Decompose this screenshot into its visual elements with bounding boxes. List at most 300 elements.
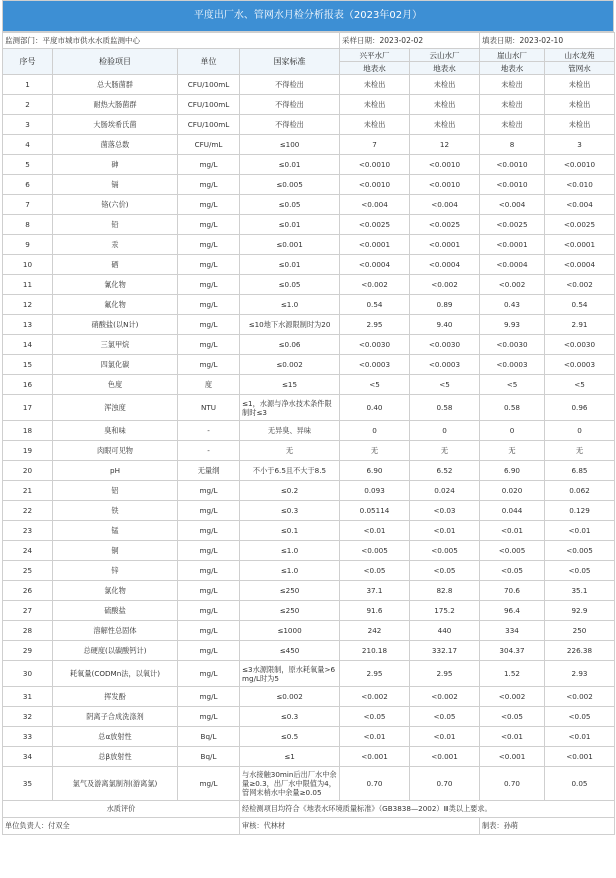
row-no: 14 — [3, 335, 53, 355]
row-value-site-2: 未检出 — [410, 75, 480, 95]
fill-date: 填表日期：2023-02-10 — [480, 33, 615, 49]
table-row — [3, 155, 615, 175]
row-standard: 不得检出 — [240, 115, 340, 135]
row-value-site-1: 0.093 — [340, 481, 410, 501]
row-value-site-4: 0.062 — [545, 481, 615, 501]
table-row — [3, 255, 615, 275]
row-item: 肉眼可见物 — [53, 441, 178, 461]
row-value-site-2: 82.8 — [410, 581, 480, 601]
row-value-site-2: 440 — [410, 621, 480, 641]
row-unit: CFU/mL — [178, 135, 240, 155]
row-item: 色度 — [53, 375, 178, 395]
table-row — [3, 501, 615, 521]
row-unit: mg/L — [178, 315, 240, 335]
row-value-site-3: 未检出 — [480, 115, 545, 135]
row-standard: ≤0.3 — [240, 501, 340, 521]
table-row — [3, 541, 615, 561]
row-value-site-4: <0.0001 — [545, 235, 615, 255]
row-no: 32 — [3, 707, 53, 727]
row-value-site-3: 334 — [480, 621, 545, 641]
row-item: 浑浊度 — [53, 395, 178, 421]
row-unit: Bq/L — [178, 747, 240, 767]
row-value-site-3: <0.0025 — [480, 215, 545, 235]
row-value-site-3: <0.05 — [480, 707, 545, 727]
header-site-2: 云山水厂 — [410, 49, 480, 62]
row-value-site-3: <0.004 — [480, 195, 545, 215]
footer-reviewer: 审核：代林材 — [240, 818, 480, 835]
row-value-site-2: 0.58 — [410, 395, 480, 421]
row-value-site-3: <0.01 — [480, 727, 545, 747]
row-standard: ≤0.001 — [240, 235, 340, 255]
table-row — [3, 335, 615, 355]
row-value-site-4: 未检出 — [545, 95, 615, 115]
row-item: 溶解性总固体 — [53, 621, 178, 641]
row-standard: ≤1.0 — [240, 541, 340, 561]
row-value-site-1: 0.40 — [340, 395, 410, 421]
row-value-site-1: 37.1 — [340, 581, 410, 601]
row-value-site-1: <0.0025 — [340, 215, 410, 235]
table-row — [3, 641, 615, 661]
row-standard: ≤0.1 — [240, 521, 340, 541]
row-value-site-4: 35.1 — [545, 581, 615, 601]
table-row — [3, 707, 615, 727]
header-type-3: 地表水 — [480, 62, 545, 75]
row-item: 四氯化碳 — [53, 355, 178, 375]
row-value-site-1: <0.002 — [340, 687, 410, 707]
row-value-site-4: 2.93 — [545, 661, 615, 687]
row-standard: ≤0.2 — [240, 481, 340, 501]
row-no: 2 — [3, 95, 53, 115]
row-value-site-1: 210.18 — [340, 641, 410, 661]
row-value-site-4: <0.002 — [545, 687, 615, 707]
row-unit: mg/L — [178, 581, 240, 601]
row-value-site-4: <0.004 — [545, 195, 615, 215]
row-value-site-2: <0.03 — [410, 501, 480, 521]
report-title: 平度出厂水、管网水月检分析报表（2023年02月） — [2, 0, 614, 32]
row-item: 阴离子合成洗涤剂 — [53, 707, 178, 727]
row-value-site-2: <0.0010 — [410, 175, 480, 195]
row-item: 菌落总数 — [53, 135, 178, 155]
row-unit: 无量纲 — [178, 461, 240, 481]
row-value-site-3: <0.002 — [480, 687, 545, 707]
row-value-site-1: <0.0001 — [340, 235, 410, 255]
row-unit: CFU/100mL — [178, 115, 240, 135]
row-unit: mg/L — [178, 235, 240, 255]
row-unit: - — [178, 441, 240, 461]
row-value-site-2: <0.01 — [410, 521, 480, 541]
row-value-site-1: <0.0003 — [340, 355, 410, 375]
row-value-site-1: 2.95 — [340, 661, 410, 687]
row-item: 总硬度(以碳酸钙计) — [53, 641, 178, 661]
row-standard: 不小于6.5且不大于8.5 — [240, 461, 340, 481]
row-value-site-4: <0.0025 — [545, 215, 615, 235]
row-item: 锌 — [53, 561, 178, 581]
row-value-site-3: <0.01 — [480, 521, 545, 541]
row-standard: ≤1.0 — [240, 295, 340, 315]
row-value-site-3: <0.05 — [480, 561, 545, 581]
table-row — [3, 95, 615, 115]
row-item: 氯化物 — [53, 581, 178, 601]
row-value-site-2: <0.01 — [410, 727, 480, 747]
table-row — [3, 661, 615, 687]
row-no: 29 — [3, 641, 53, 661]
header-standard: 国家标准 — [240, 49, 340, 75]
row-value-site-1: 7 — [340, 135, 410, 155]
row-no: 34 — [3, 747, 53, 767]
row-unit: mg/L — [178, 215, 240, 235]
row-item: 铬(六价) — [53, 195, 178, 215]
table-row — [3, 561, 615, 581]
row-value-site-2: 12 — [410, 135, 480, 155]
row-unit: Bq/L — [178, 727, 240, 747]
row-value-site-2: 0 — [410, 421, 480, 441]
row-value-site-1: <0.002 — [340, 275, 410, 295]
row-value-site-3: 未检出 — [480, 75, 545, 95]
header-type-2: 地表水 — [410, 62, 480, 75]
row-value-site-1: 0.54 — [340, 295, 410, 315]
row-unit: mg/L — [178, 541, 240, 561]
evaluation-text: 经检测项目均符合《地表水环境质量标准》（GB3838—2002）Ⅲ类以上要求。 — [240, 801, 615, 818]
row-value-site-2: 2.95 — [410, 661, 480, 687]
row-unit: mg/L — [178, 335, 240, 355]
row-standard: ≤0.002 — [240, 687, 340, 707]
row-standard: 不得检出 — [240, 75, 340, 95]
row-value-site-4: <0.01 — [545, 521, 615, 541]
row-standard: 无异臭、异味 — [240, 421, 340, 441]
row-standard: ≤1000 — [240, 621, 340, 641]
row-no: 8 — [3, 215, 53, 235]
row-value-site-2: 0.70 — [410, 767, 480, 801]
table-row — [3, 235, 615, 255]
row-value-site-4: 0.05 — [545, 767, 615, 801]
row-no: 11 — [3, 275, 53, 295]
row-no: 4 — [3, 135, 53, 155]
row-value-site-3: <0.0010 — [480, 155, 545, 175]
row-value-site-3: 6.90 — [480, 461, 545, 481]
table-row — [3, 355, 615, 375]
row-item: 氯气及游离氯制剂(游离氯) — [53, 767, 178, 801]
row-standard: ≤0.005 — [240, 175, 340, 195]
row-no: 13 — [3, 315, 53, 335]
row-value-site-4: 92.9 — [545, 601, 615, 621]
row-value-site-4: 0.54 — [545, 295, 615, 315]
row-value-site-1: 6.90 — [340, 461, 410, 481]
row-value-site-2: 0.89 — [410, 295, 480, 315]
evaluation-row — [3, 801, 615, 818]
row-item: 总β放射性 — [53, 747, 178, 767]
row-standard: ≤15 — [240, 375, 340, 395]
row-unit: mg/L — [178, 687, 240, 707]
row-value-site-4: <0.001 — [545, 747, 615, 767]
row-value-site-1: <5 — [340, 375, 410, 395]
row-item: 臭和味 — [53, 421, 178, 441]
row-unit: mg/L — [178, 501, 240, 521]
row-value-site-4: <0.005 — [545, 541, 615, 561]
row-no: 16 — [3, 375, 53, 395]
row-value-site-2: <0.0001 — [410, 235, 480, 255]
row-no: 1 — [3, 75, 53, 95]
row-value-site-3: 9.93 — [480, 315, 545, 335]
header-item: 检验项目 — [53, 49, 178, 75]
row-standard: ≤0.06 — [240, 335, 340, 355]
row-standard: ≤450 — [240, 641, 340, 661]
row-no: 5 — [3, 155, 53, 175]
row-no: 22 — [3, 501, 53, 521]
row-no: 3 — [3, 115, 53, 135]
row-value-site-3: <0.002 — [480, 275, 545, 295]
row-value-site-4: <0.0010 — [545, 155, 615, 175]
row-value-site-1: <0.004 — [340, 195, 410, 215]
row-item: 镉 — [53, 175, 178, 195]
row-value-site-1: 2.95 — [340, 315, 410, 335]
row-unit: CFU/100mL — [178, 75, 240, 95]
row-no: 18 — [3, 421, 53, 441]
row-value-site-2: 332.17 — [410, 641, 480, 661]
table-row — [3, 767, 615, 801]
row-no: 6 — [3, 175, 53, 195]
header-site-3: 崖山水厂 — [480, 49, 545, 62]
row-standard: ≤0.002 — [240, 355, 340, 375]
row-no: 26 — [3, 581, 53, 601]
row-item: 铝 — [53, 481, 178, 501]
table-row — [3, 481, 615, 501]
row-value-site-3: 无 — [480, 441, 545, 461]
row-value-site-2: <0.002 — [410, 687, 480, 707]
row-value-site-2: <0.0030 — [410, 335, 480, 355]
row-standard: 与水接触30min后出厂水中余量≥0.3，出厂水中限值为4，管网末梢水中余量≥0.05 — [240, 767, 340, 801]
row-unit: CFU/100mL — [178, 95, 240, 115]
row-item: 硫酸盐 — [53, 601, 178, 621]
row-value-site-3: <0.0003 — [480, 355, 545, 375]
header-unit: 单位 — [178, 49, 240, 75]
row-item: 铅 — [53, 215, 178, 235]
table-row — [3, 727, 615, 747]
row-value-site-4: 0.96 — [545, 395, 615, 421]
row-value-site-3: <0.0010 — [480, 175, 545, 195]
row-unit: mg/L — [178, 175, 240, 195]
row-value-site-3: 0.58 — [480, 395, 545, 421]
row-unit: mg/L — [178, 621, 240, 641]
table-row — [3, 135, 615, 155]
header-row-sites — [3, 49, 615, 62]
table-row — [3, 687, 615, 707]
row-value-site-4: <0.05 — [545, 707, 615, 727]
row-unit: mg/L — [178, 561, 240, 581]
row-value-site-1: 未检出 — [340, 95, 410, 115]
row-value-site-1: 0 — [340, 421, 410, 441]
row-value-site-3: <0.001 — [480, 747, 545, 767]
row-standard: ≤0.05 — [240, 275, 340, 295]
row-item: 铜 — [53, 541, 178, 561]
row-item: 氟化物 — [53, 295, 178, 315]
monitoring-dept: 监测部门：平度市城市供水水质监测中心 — [3, 33, 340, 49]
table-row — [3, 315, 615, 335]
row-value-site-1: 无 — [340, 441, 410, 461]
row-item: 挥发酚 — [53, 687, 178, 707]
row-value-site-4: 226.38 — [545, 641, 615, 661]
row-unit: mg/L — [178, 601, 240, 621]
row-item: 铁 — [53, 501, 178, 521]
row-unit: mg/L — [178, 255, 240, 275]
row-no: 10 — [3, 255, 53, 275]
row-value-site-1: <0.0010 — [340, 175, 410, 195]
table-row — [3, 521, 615, 541]
row-value-site-4: 0.129 — [545, 501, 615, 521]
row-item: 总大肠菌群 — [53, 75, 178, 95]
report-table — [2, 32, 615, 835]
row-no: 27 — [3, 601, 53, 621]
data-rows — [3, 75, 615, 801]
row-value-site-3: 1.52 — [480, 661, 545, 687]
sample-date: 采样日期：2023-02-02 — [340, 33, 480, 49]
row-value-site-4: <0.05 — [545, 561, 615, 581]
row-item: 汞 — [53, 235, 178, 255]
footer-responsible: 单位负责人：付双全 — [3, 818, 240, 835]
row-no: 31 — [3, 687, 53, 707]
row-value-site-2: <0.002 — [410, 275, 480, 295]
row-value-site-3: <0.0030 — [480, 335, 545, 355]
header-type-4: 管网水 — [545, 62, 615, 75]
row-standard: 无 — [240, 441, 340, 461]
table-row — [3, 395, 615, 421]
row-no: 20 — [3, 461, 53, 481]
row-no: 19 — [3, 441, 53, 461]
table-row — [3, 441, 615, 461]
row-unit: mg/L — [178, 275, 240, 295]
table-row — [3, 295, 615, 315]
row-standard: ≤100 — [240, 135, 340, 155]
row-value-site-3: 0.43 — [480, 295, 545, 315]
row-unit: mg/L — [178, 521, 240, 541]
table-row — [3, 621, 615, 641]
row-standard: ≤0.5 — [240, 727, 340, 747]
table-row — [3, 115, 615, 135]
row-value-site-4: 未检出 — [545, 115, 615, 135]
row-standard: ≤1，水源与净水技术条件限制时≤3 — [240, 395, 340, 421]
row-value-site-1: <0.01 — [340, 727, 410, 747]
row-standard: ≤1 — [240, 747, 340, 767]
row-no: 23 — [3, 521, 53, 541]
row-value-site-3: 70.6 — [480, 581, 545, 601]
row-item: 大肠埃希氏菌 — [53, 115, 178, 135]
row-no: 17 — [3, 395, 53, 421]
row-value-site-3: 304.37 — [480, 641, 545, 661]
header-no: 序号 — [3, 49, 53, 75]
row-value-site-1: <0.0004 — [340, 255, 410, 275]
row-item: 砷 — [53, 155, 178, 175]
row-value-site-4: 无 — [545, 441, 615, 461]
row-value-site-3: <5 — [480, 375, 545, 395]
evaluation-label: 水质评价 — [3, 801, 240, 818]
row-unit: mg/L — [178, 295, 240, 315]
info-row — [3, 33, 615, 49]
row-value-site-2: <0.0025 — [410, 215, 480, 235]
row-no: 21 — [3, 481, 53, 501]
row-no: 35 — [3, 767, 53, 801]
table-row — [3, 601, 615, 621]
row-value-site-3: 0.020 — [480, 481, 545, 501]
row-unit: mg/L — [178, 155, 240, 175]
row-standard: ≤0.3 — [240, 707, 340, 727]
header-site-4: 山水龙苑 — [545, 49, 615, 62]
row-value-site-1: <0.05 — [340, 707, 410, 727]
row-value-site-1: <0.05 — [340, 561, 410, 581]
row-unit: mg/L — [178, 195, 240, 215]
row-standard: 不得检出 — [240, 95, 340, 115]
table-row — [3, 375, 615, 395]
footer-preparer: 制表：孙萌 — [480, 818, 615, 835]
row-value-site-4: <5 — [545, 375, 615, 395]
row-value-site-4: <0.01 — [545, 727, 615, 747]
row-unit: mg/L — [178, 661, 240, 687]
row-value-site-3: 未检出 — [480, 95, 545, 115]
row-value-site-4: <0.0030 — [545, 335, 615, 355]
row-value-site-2: 175.2 — [410, 601, 480, 621]
row-value-site-3: <0.005 — [480, 541, 545, 561]
row-value-site-2: 0.024 — [410, 481, 480, 501]
row-no: 33 — [3, 727, 53, 747]
row-value-site-2: <0.05 — [410, 707, 480, 727]
row-value-site-1: <0.005 — [340, 541, 410, 561]
row-standard: ≤1.0 — [240, 561, 340, 581]
header-site-1: 兴平水厂 — [340, 49, 410, 62]
table-row — [3, 581, 615, 601]
table-row — [3, 215, 615, 235]
row-value-site-2: 未检出 — [410, 115, 480, 135]
row-no: 9 — [3, 235, 53, 255]
row-value-site-1: 91.6 — [340, 601, 410, 621]
row-no: 28 — [3, 621, 53, 641]
row-value-site-2: 未检出 — [410, 95, 480, 115]
row-standard: ≤0.05 — [240, 195, 340, 215]
row-value-site-2: <0.0003 — [410, 355, 480, 375]
row-no: 25 — [3, 561, 53, 581]
header-type-1: 地表水 — [340, 62, 410, 75]
table-row — [3, 175, 615, 195]
table-row — [3, 75, 615, 95]
row-item: 硝酸盐(以N计) — [53, 315, 178, 335]
row-no: 24 — [3, 541, 53, 561]
row-unit: mg/L — [178, 707, 240, 727]
row-value-site-2: <0.001 — [410, 747, 480, 767]
row-value-site-1: 0.05114 — [340, 501, 410, 521]
row-value-site-1: 未检出 — [340, 115, 410, 135]
row-no: 30 — [3, 661, 53, 687]
row-value-site-2: <0.05 — [410, 561, 480, 581]
row-value-site-4: 0 — [545, 421, 615, 441]
row-value-site-1: <0.0030 — [340, 335, 410, 355]
row-value-site-2: 6.52 — [410, 461, 480, 481]
row-value-site-1: 0.70 — [340, 767, 410, 801]
row-unit: NTU — [178, 395, 240, 421]
row-standard: ≤0.01 — [240, 155, 340, 175]
row-item: 总α放射性 — [53, 727, 178, 747]
row-unit: 度 — [178, 375, 240, 395]
row-value-site-4: <0.010 — [545, 175, 615, 195]
row-standard: ≤10地下水源限制时为20 — [240, 315, 340, 335]
row-item: 氰化物 — [53, 275, 178, 295]
row-value-site-3: 8 — [480, 135, 545, 155]
row-unit: mg/L — [178, 767, 240, 801]
table-row — [3, 461, 615, 481]
table-row — [3, 195, 615, 215]
row-no: 15 — [3, 355, 53, 375]
row-value-site-3: 0.044 — [480, 501, 545, 521]
row-item: pH — [53, 461, 178, 481]
row-value-site-1: <0.0010 — [340, 155, 410, 175]
row-item: 锰 — [53, 521, 178, 541]
row-value-site-4: <0.0004 — [545, 255, 615, 275]
